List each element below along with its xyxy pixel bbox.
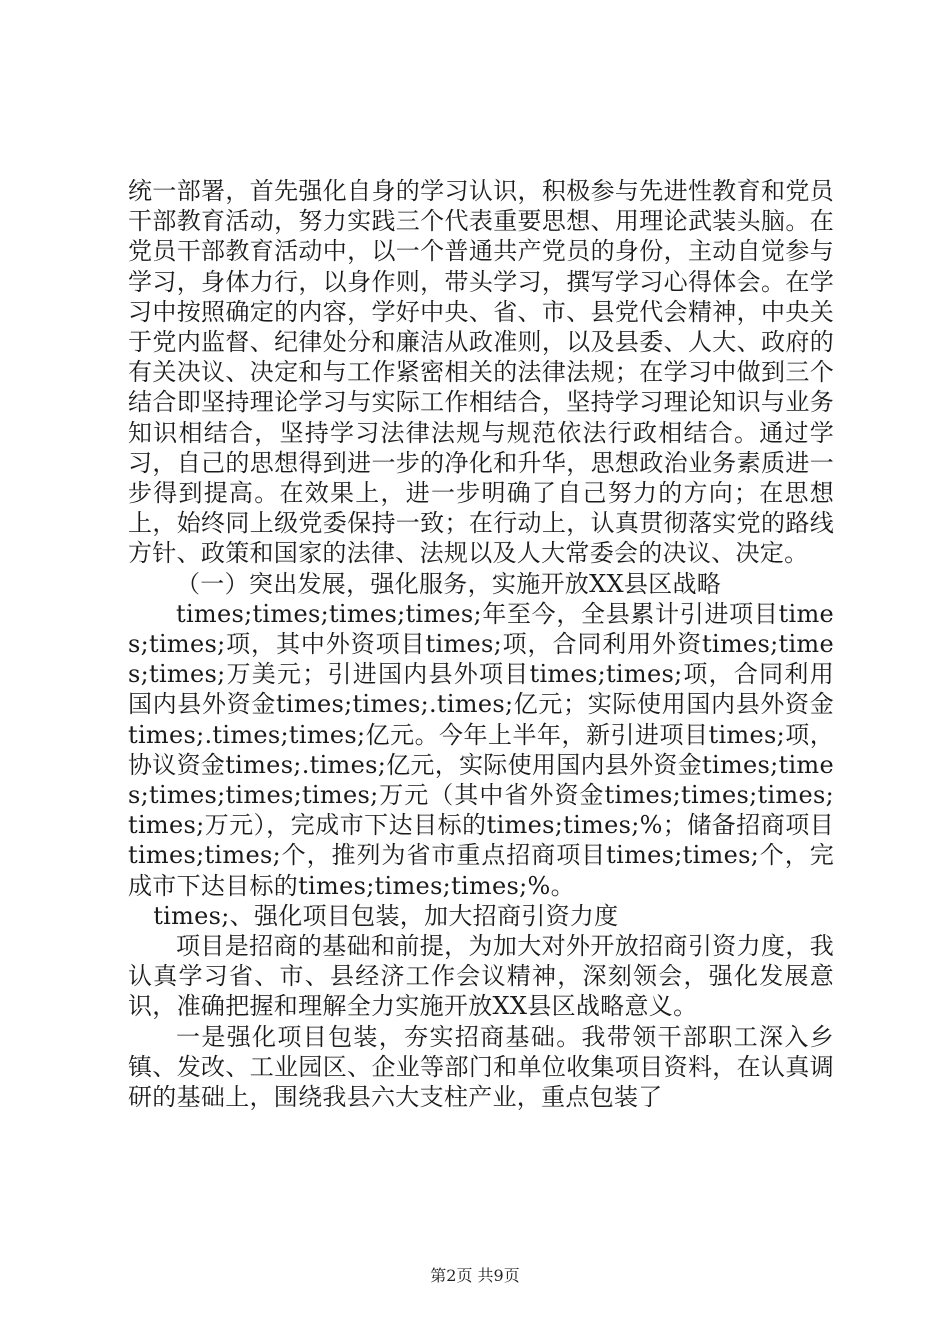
paragraph-project-packaging: 一是强化项目包装，夯实招商基础。我带领干部职工深入乡镇、发改、工业园区、企业等部门和单位收集项目资料，在认真调研的基础上，围绕我县六大支柱产业，重点包装了: [128, 1022, 834, 1112]
paragraph-investment-stats: times;times;times;times;年至今，全县累计引进项目times;times;项，其中外资项目times;项，合同利用外资times;times;times;万美元；引进国内县外项目times;times;项，合同利用国内县外资金times;times;.times;亿元；实际使用国内县外资金times;.times;times;亿元。今年上半年，新引进项目times;项，协议资金times;.times;亿元，实际使用国内县外资金times;times;times;times;times;万元（其中省外资金times;times;times;times;万元），完成市下达目标的times;times;%；储备招商项目times;times;个，推列为省市重点招商项目times;times;个，完成市下达目标的times;times;times;%。: [128, 599, 834, 900]
paragraph-projects-intro: 项目是招商的基础和前提，为加大对外开放招商引资力度，我认真学习省、市、县经济工作会议精神，深刻领会，强化发展意识，准确把握和理解全力实施开放XX县区战略意义。: [128, 932, 834, 1021]
paragraph-study: 统一部署，首先强化自身的学习认识，积极参与先进性教育和党员干部教育活动，努力实践三个代表重要思想、用理论武装头脑。在党员干部教育活动中，以一个普通共产党员的身份，主动自觉参与学习，身体力行，以身作则，带头学习，撰写学习心得体会。在学习中按照确定的内容，学好中央、省、市、县党代会精神，中央关于党内监督、纪律处分和廉洁从政准则，以及县委、人大、政府的有关决议、决定和与工作紧密相关的法律法规；在学习中做到三个结合即坚持理论学习与实际工作相结合，坚持学习理论知识与业务知识相结合，坚持学习法律法规与规范依法行政相结合。通过学习，自己的思想得到进一步的净化和升华，思想政治业务素质进一步得到提高。在效果上，进一步明确了自己努力的方向；在思想上，始终同上级党委保持一致；在行动上，认真贯彻落实党的路线方针、政策和国家的法律、法规以及人大常委会的决议、决定。: [128, 177, 834, 568]
page-footer: 第2页 共9页: [430, 1266, 520, 1285]
section-heading: （一）突出发展，强化服务，实施开放XX县区战略: [176, 569, 722, 598]
subsection-heading: times;、强化项目包装，加大招商引资力度: [153, 901, 619, 930]
document-body: [128, 176, 834, 1112]
